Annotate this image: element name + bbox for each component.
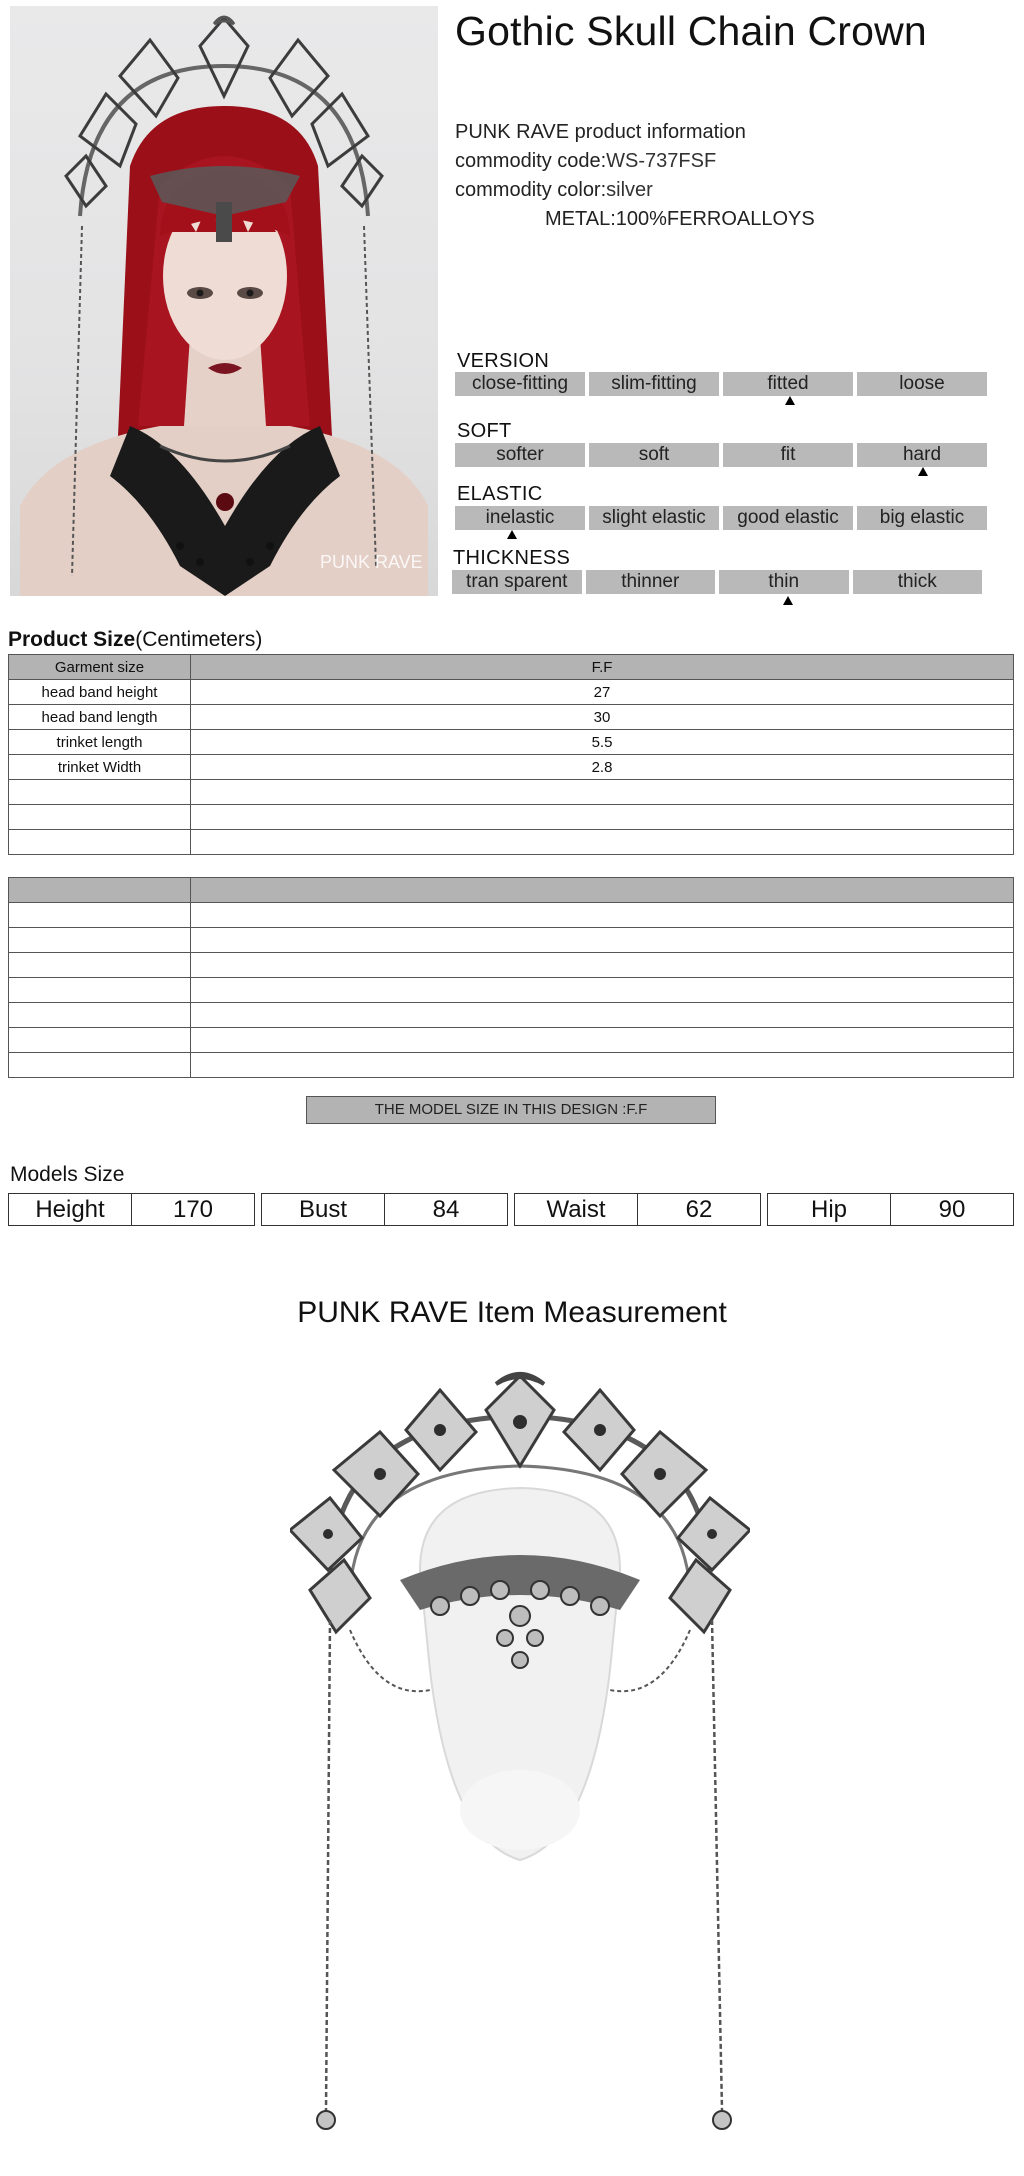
- table-row: [9, 780, 1014, 805]
- header-cell: [9, 878, 191, 903]
- table-cell: 5.5: [191, 730, 1014, 755]
- soft-selected-marker: [918, 467, 928, 476]
- table-cell: [191, 1003, 1014, 1028]
- version-option: close-fitting: [455, 372, 585, 396]
- info-heading: PUNK RAVE product information: [455, 121, 746, 143]
- models-size-row: [8, 1193, 1014, 1226]
- table-cell: [9, 928, 191, 953]
- table-row: [9, 755, 1014, 780]
- table-cell: [191, 978, 1014, 1003]
- product-title: Gothic Skull Chain Crown: [455, 8, 927, 54]
- secondary-size-table: [8, 877, 1014, 1078]
- measure-label: Bust: [298, 1196, 348, 1223]
- table-cell: [191, 928, 1014, 953]
- table-cell: [9, 805, 191, 830]
- commodity-color-value: silver: [606, 179, 653, 201]
- commodity-code-line: [455, 147, 815, 176]
- model-measure-height: [8, 1193, 255, 1226]
- elastic-option: slight elastic: [589, 506, 719, 530]
- table-cell: trinket length: [9, 730, 191, 755]
- table-cell: [9, 903, 191, 928]
- measure-value: 84: [384, 1194, 507, 1225]
- model-measure-waist: [514, 1193, 761, 1226]
- metal-composition: METAL:100%FERROALLOYS: [545, 208, 815, 230]
- table-cell: [191, 903, 1014, 928]
- table-header-row: [9, 878, 1014, 903]
- table-cell: [191, 830, 1014, 855]
- soft-option: fit: [723, 443, 853, 467]
- version-option: fitted: [723, 372, 853, 396]
- table-cell: [9, 978, 191, 1003]
- commodity-color-label: commodity color:: [455, 179, 607, 201]
- model-photo: [10, 6, 438, 596]
- elastic-option: good elastic: [723, 506, 853, 530]
- table-cell: [9, 1053, 191, 1078]
- table-row: [9, 1003, 1014, 1028]
- photo-watermark: PUNK RAVE: [320, 552, 423, 572]
- measure-value: 90: [890, 1194, 1013, 1225]
- product-size-title: Product Size: [8, 628, 136, 651]
- table-header-row: [9, 655, 1014, 680]
- elastic-label: ELASTIC: [457, 483, 543, 505]
- version-options: [455, 372, 987, 396]
- table-cell: 30: [191, 705, 1014, 730]
- table-cell: [9, 953, 191, 978]
- model-measure-hip: [767, 1193, 1014, 1226]
- table-row: [9, 1028, 1014, 1053]
- table-row: [9, 953, 1014, 978]
- thickness-option: thinner: [586, 570, 716, 594]
- table-cell: head band length: [9, 705, 191, 730]
- table-row: [9, 730, 1014, 755]
- thickness-option: thin: [719, 570, 849, 594]
- table-cell: [191, 805, 1014, 830]
- commodity-code-label: commodity code:: [455, 150, 607, 172]
- table-cell: [191, 953, 1014, 978]
- measure-value: 62: [637, 1194, 760, 1225]
- table-row: [9, 978, 1014, 1003]
- thickness-selected-marker: [783, 596, 793, 605]
- measure-label: Hip: [810, 1196, 847, 1223]
- table-cell: [191, 1028, 1014, 1053]
- measure-value: 170: [131, 1194, 254, 1225]
- soft-label: SOFT: [457, 420, 512, 442]
- product-size-heading: [8, 628, 262, 652]
- table-cell: [191, 1053, 1014, 1078]
- product-size-table: [8, 654, 1014, 855]
- table-row: [9, 830, 1014, 855]
- table-row: [9, 705, 1014, 730]
- header-cell: F.F: [191, 655, 1014, 680]
- elastic-option: inelastic: [455, 506, 585, 530]
- version-option: loose: [857, 372, 987, 396]
- product-info: [455, 118, 815, 234]
- product-size-unit: (Centimeters): [135, 628, 263, 651]
- table-cell: trinket Width: [9, 755, 191, 780]
- commodity-color-line: [455, 176, 815, 205]
- thickness-label: THICKNESS: [453, 547, 571, 569]
- item-measurement-title: PUNK RAVE Item Measurement: [297, 1296, 727, 1329]
- elastic-selected-marker: [507, 530, 517, 539]
- table-row: [9, 805, 1014, 830]
- header-cell: [191, 878, 1014, 903]
- models-size-title: Models Size: [10, 1163, 125, 1186]
- table-row: [9, 1053, 1014, 1078]
- table-cell: [9, 1028, 191, 1053]
- thickness-option: tran sparent: [452, 570, 582, 594]
- elastic-options: [455, 506, 987, 530]
- thickness-option: thick: [853, 570, 983, 594]
- measure-label: Waist: [546, 1196, 606, 1223]
- table-row: [9, 928, 1014, 953]
- thickness-options: [452, 570, 982, 594]
- table-cell: [191, 780, 1014, 805]
- model-measure-bust: [261, 1193, 508, 1226]
- version-label: VERSION: [457, 350, 550, 372]
- soft-option: soft: [589, 443, 719, 467]
- commodity-code-value: WS-737FSF: [606, 150, 717, 172]
- soft-option: softer: [455, 443, 585, 467]
- table-row: [9, 680, 1014, 705]
- soft-option: hard: [857, 443, 987, 467]
- table-cell: 2.8: [191, 755, 1014, 780]
- model-size-note: THE MODEL SIZE IN THIS DESIGN :F.F: [306, 1096, 716, 1124]
- elastic-option: big elastic: [857, 506, 987, 530]
- table-cell: [9, 780, 191, 805]
- header-cell: Garment size: [9, 655, 191, 680]
- table-cell: [9, 1003, 191, 1028]
- soft-options: [455, 443, 987, 467]
- version-option: slim-fitting: [589, 372, 719, 396]
- table-cell: [9, 830, 191, 855]
- table-row: [9, 903, 1014, 928]
- crown-product-image: [290, 1370, 750, 2140]
- table-cell: 27: [191, 680, 1014, 705]
- measure-label: Height: [35, 1196, 105, 1223]
- table-cell: head band height: [9, 680, 191, 705]
- version-selected-marker: [785, 396, 795, 405]
